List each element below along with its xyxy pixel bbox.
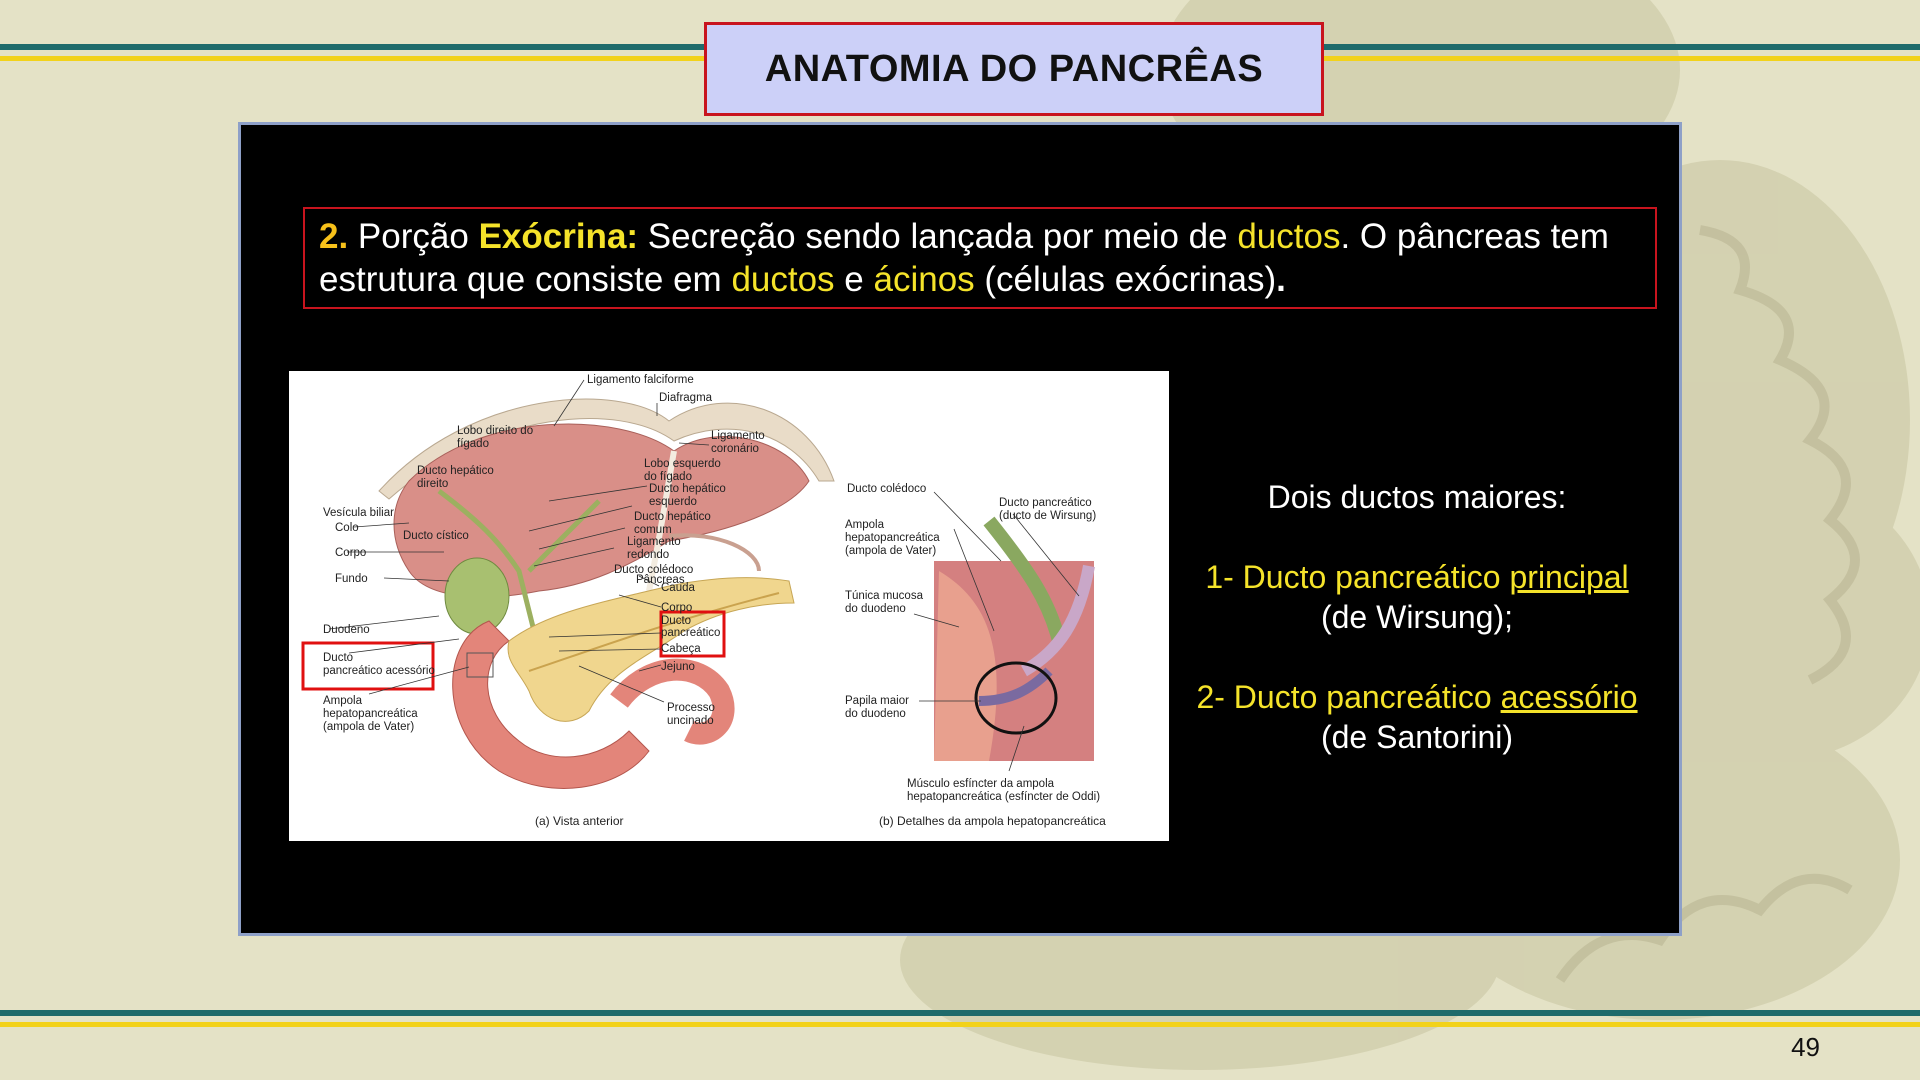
duct-item-2-prefix: 2- Ducto pancreático <box>1196 679 1501 715</box>
text-part: Porção <box>348 217 479 256</box>
label-lobo-esquerdo: Lobo esquerdo <box>644 458 721 470</box>
label-wirsung: Ducto pancreático <box>999 497 1092 509</box>
label-ligamento-coronario: Ligamento <box>711 430 765 442</box>
bottom-stripe-yellow <box>0 1022 1920 1027</box>
page-number: 49 <box>1791 1032 1820 1062</box>
point-number: 2. <box>319 217 349 256</box>
caption-b: (b) Detalhes da ampola hepatopancreática <box>879 814 1106 828</box>
label-ducto-pancreatico: Ducto <box>661 615 692 627</box>
label-cabeca: Cabeça <box>661 643 701 655</box>
duct-item-1-sub: (de Wirsung); <box>1320 599 1514 635</box>
label-ducto-hepatico-direito: Ducto hepático <box>417 465 494 477</box>
label-ampola-b: Ampola <box>845 519 884 531</box>
label-ducto-pancreatico: pancreático <box>661 627 721 639</box>
label-ducto-acessorio: Ducto <box>323 652 354 664</box>
label-ducto-hepatico-comum: comum <box>634 524 672 536</box>
ducts-summary <box>1173 477 1661 757</box>
label-processo-uncinado: Processo <box>667 702 715 714</box>
label-papila-maior: Papila maior <box>845 695 909 707</box>
label-ligamento-redondo: redondo <box>627 549 670 561</box>
keyword-exocrina: Exócrina: <box>478 217 639 256</box>
pancreas-anatomy-figure <box>289 371 1169 841</box>
duct-item-1 <box>1173 557 1661 597</box>
duct-item-2-sub: (de Santorini) <box>1320 719 1514 755</box>
label-colo: Colo <box>335 522 359 534</box>
label-ducto-hepatico-direito: direito <box>417 478 449 490</box>
label-musculo-esfincter: Músculo esfíncter da ampola <box>907 778 1055 790</box>
label-ducto-hepatico-comum: Ducto hepático <box>634 511 711 523</box>
keyword-ductos: ductos <box>1237 217 1341 256</box>
label-tunica-mucosa: do duodeno <box>845 603 906 615</box>
anatomy-illustration <box>289 371 1169 841</box>
label-lobo-direito: Lobo direito do <box>457 425 534 437</box>
slide-title: ANATOMIA DO PANCRÊAS <box>764 47 1264 90</box>
duct-item-2 <box>1173 677 1661 717</box>
label-ligamento-redondo: Ligamento <box>627 536 681 548</box>
label-papila-maior: do duodeno <box>845 708 906 720</box>
gallbladder-shape <box>445 558 509 634</box>
label-lobo-esquerdo: do fígado <box>644 471 692 483</box>
caption-a: (a) Vista anterior <box>535 814 624 828</box>
ducts-heading: Dois ductos maiores: <box>1267 479 1567 515</box>
duct-item-2-underlined: acessório <box>1500 679 1638 715</box>
label-cauda: Cauda <box>661 582 695 594</box>
text-part: (células exócrinas) <box>974 260 1277 299</box>
label-corpo-pancreas: Corpo <box>661 602 693 614</box>
label-ducto-acessorio: pancreático acessório <box>323 665 435 677</box>
text-part: e <box>834 260 874 299</box>
label-ampola-b: (ampola de Vater) <box>845 545 937 557</box>
slide-title-box <box>704 22 1324 116</box>
keyword-acinos: ácinos <box>873 260 975 299</box>
label-ampola: hepatopancreática <box>323 708 418 720</box>
label-vesicula-biliar: Vesícula biliar <box>323 507 394 519</box>
label-wirsung: (ducto de Wirsung) <box>999 510 1097 522</box>
label-ligamento-falciforme: Ligamento falciforme <box>587 374 694 386</box>
label-lobo-direito: fígado <box>457 438 489 450</box>
label-pancreas: Pâncreas <box>636 574 685 586</box>
label-corpo-vesicula: Corpo <box>335 547 367 559</box>
text-part: . <box>1276 260 1286 299</box>
label-ducto-coledoco: Ducto colédoco <box>614 564 694 576</box>
label-ducto-cistico: Ducto cístico <box>403 530 469 542</box>
duct-item-1-prefix: 1- Ducto pancreático <box>1205 559 1510 595</box>
text-part: . O pâncreas tem estrutura que consiste em <box>319 217 1609 299</box>
label-ampola: Ampola <box>323 695 362 707</box>
label-tunica-mucosa: Túnica mucosa <box>845 590 923 602</box>
keyword-ductos: ductos <box>731 260 835 299</box>
exocrine-definition-box <box>303 207 1657 309</box>
bottom-stripe-teal <box>0 1010 1920 1016</box>
label-processo-uncinado: uncinado <box>667 715 714 727</box>
label-ducto-hepatico-esquerdo: esquerdo <box>649 496 697 508</box>
text-part: Secreção sendo lançada por meio de <box>638 217 1238 256</box>
label-jejuno: Jejuno <box>661 661 695 673</box>
content-panel <box>238 122 1682 936</box>
label-ligamento-coronario: coronário <box>711 443 759 455</box>
label-ampola-b: hepatopancreática <box>845 532 940 544</box>
label-duodeno: Duodeno <box>323 624 370 636</box>
label-ducto-hepatico-esquerdo: Ducto hepático <box>649 483 726 495</box>
duct-item-1-underlined: principal <box>1509 559 1629 595</box>
label-diafragma: Diafragma <box>659 392 713 404</box>
label-fundo: Fundo <box>335 573 368 585</box>
label-ampola: (ampola de Vater) <box>323 721 415 733</box>
label-musculo-esfincter: hepatopancreática (esfíncter de Oddi) <box>907 791 1101 803</box>
label-ducto-coledoco-b: Ducto colédoco <box>847 483 927 495</box>
